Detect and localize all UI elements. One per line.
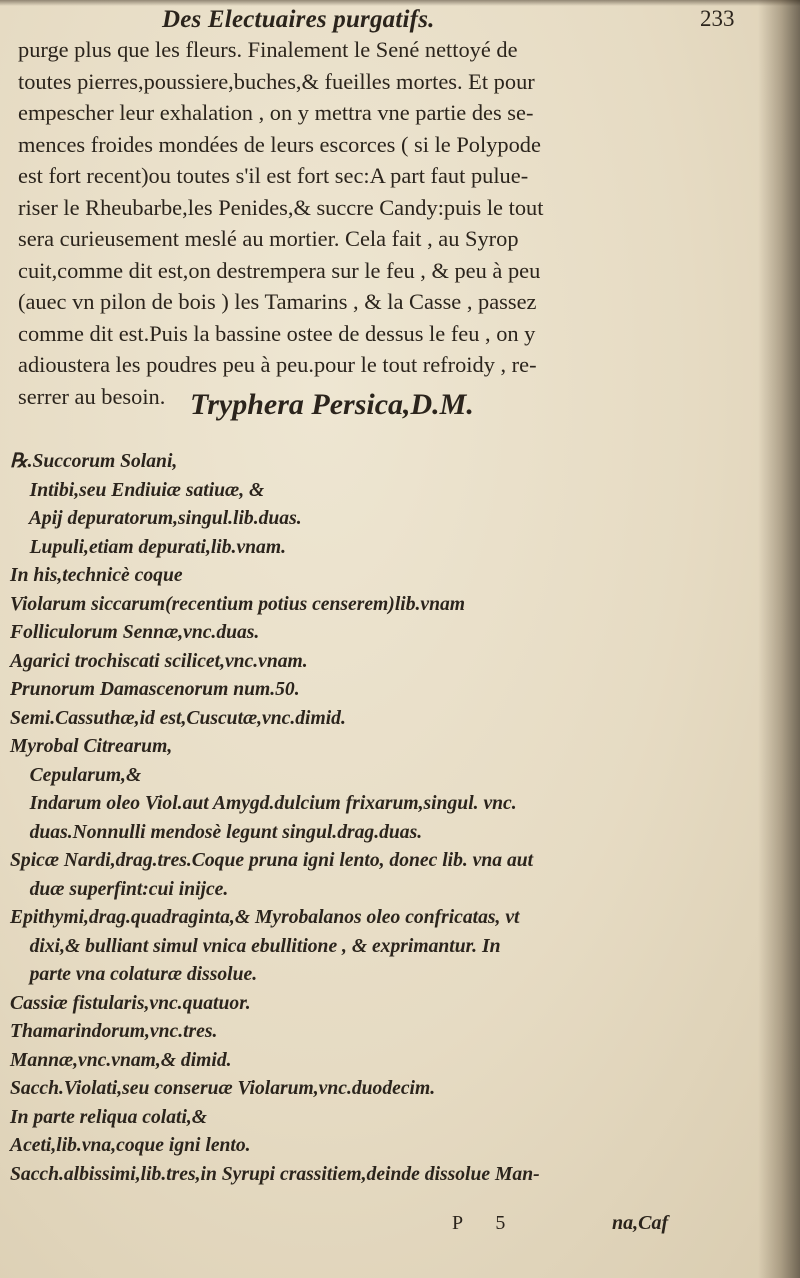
recipe-line: Aceti,lib.vna,coque igni lento. <box>10 1135 251 1156</box>
recipe-line: Epithymi,drag.quadraginta,& Myrobalanos oleo confricatas, vt <box>10 907 520 928</box>
text-line: mences froides mondées de leurs escorces ( si le Polypode <box>18 131 541 157</box>
catchword: na,Caf <box>612 1212 669 1234</box>
text-line: adioustera les poudres peu à peu.pour le tout refroidy , re- <box>18 352 537 377</box>
recipe-line: Mannæ,vnc.vnam,& dimid. <box>10 1049 232 1071</box>
running-title: Des Electuaires purgatifs. <box>162 6 435 33</box>
text-line: riser le Rheubarbe,les Penides,& succre Candy:puis le tout <box>18 194 544 220</box>
recipe-line: Indarum oleo Viol.aut Amygd.dulcium frixarum,singul. vnc. <box>10 793 517 814</box>
text-line: serrer au besoin. <box>18 383 166 409</box>
text-line: toutes pierres,poussiere,buches,& fueilles mortes. Et pour <box>18 68 535 94</box>
recipe-line: Intibi,seu Endiuiæ satiuæ, & <box>10 479 265 501</box>
recipe-line: Sacch.Violati,seu conseruæ Violarum,vnc.duodecim. <box>10 1078 436 1099</box>
recipe-line: Agarici trochiscati scilicet,vnc.vnam. <box>10 650 308 672</box>
recipe-line: Sacch.albissimi,lib.tres,in Syrupi crassitiem,deinde dissolue Man- <box>10 1163 540 1185</box>
recipe-line: Cassiæ fistularis,vnc.quatuor. <box>10 992 251 1014</box>
recipe-line: Semi.Cassuthæ,id est,Cuscutæ,vnc.dimid. <box>10 707 346 729</box>
recipe-line: Spicæ Nardi,drag.tres.Coque pruna igni lento, donec lib. vna aut <box>10 850 534 871</box>
recipe-line: Thamarindorum,vnc.tres. <box>10 1021 218 1042</box>
text-line: empescher leur exhalation , on y mettra vne partie des se- <box>18 100 534 125</box>
body-paragraph <box>18 34 763 412</box>
recipe-line: Cepularum,& <box>10 764 142 786</box>
recipe-line: Prunorum Damascenorum num.50. <box>10 679 300 700</box>
recipe-line: ℞.Succorum Solani, <box>10 451 178 472</box>
section-title: Tryphera Persica,D.M. <box>190 388 474 421</box>
recipe-line: Myrobal Citrearum, <box>10 736 173 757</box>
text-line: cuit,comme dit est,on destrempera sur le feu , & peu à peu <box>18 257 541 283</box>
text-line: sera curieusement meslé au mortier. Cela fait , au Syrop <box>18 226 519 251</box>
text-line: (auec vn pilon de bois ) les Tamarins , & la Casse , passez <box>18 289 537 314</box>
recipe-line: Violarum siccarum(recentium potius censerem)lib.vnam <box>10 593 466 615</box>
recipe-line: duas.Nonnulli mendosè legunt singul.drag.duas. <box>10 821 423 843</box>
recipe-line: In parte reliqua colati,& <box>10 1106 208 1128</box>
page-number: 233 <box>700 6 735 31</box>
recipe-line: In his,technicè coque <box>10 565 183 586</box>
page-footer <box>0 1212 760 1242</box>
recipe-line: Lupuli,etiam depurati,lib.vnam. <box>10 536 286 558</box>
recipe-line: Folliculorum Sennæ,vnc.duas. <box>10 622 260 643</box>
text-line: est fort recent)ou toutes s'il est fort sec:A part faut pulue- <box>18 163 529 188</box>
recipe-list <box>10 448 770 1189</box>
recipe-line: duæ superfint:cui inijce. <box>10 878 229 900</box>
recipe-line: dixi,& bulliant simul vnica ebullitione , & exprimantur. In <box>10 935 501 957</box>
text-line: comme dit est.Puis la bassine ostee de dessus le feu , on y <box>18 320 536 346</box>
signature-mark: P 5 <box>452 1212 520 1234</box>
recipe-line: parte vna colaturæ dissolue. <box>10 964 258 985</box>
recipe-line: Apij depuratorum,singul.lib.duas. <box>10 508 302 529</box>
text-line: purge plus que les fleurs. Finalement le Sené nettoyé de <box>18 37 518 62</box>
